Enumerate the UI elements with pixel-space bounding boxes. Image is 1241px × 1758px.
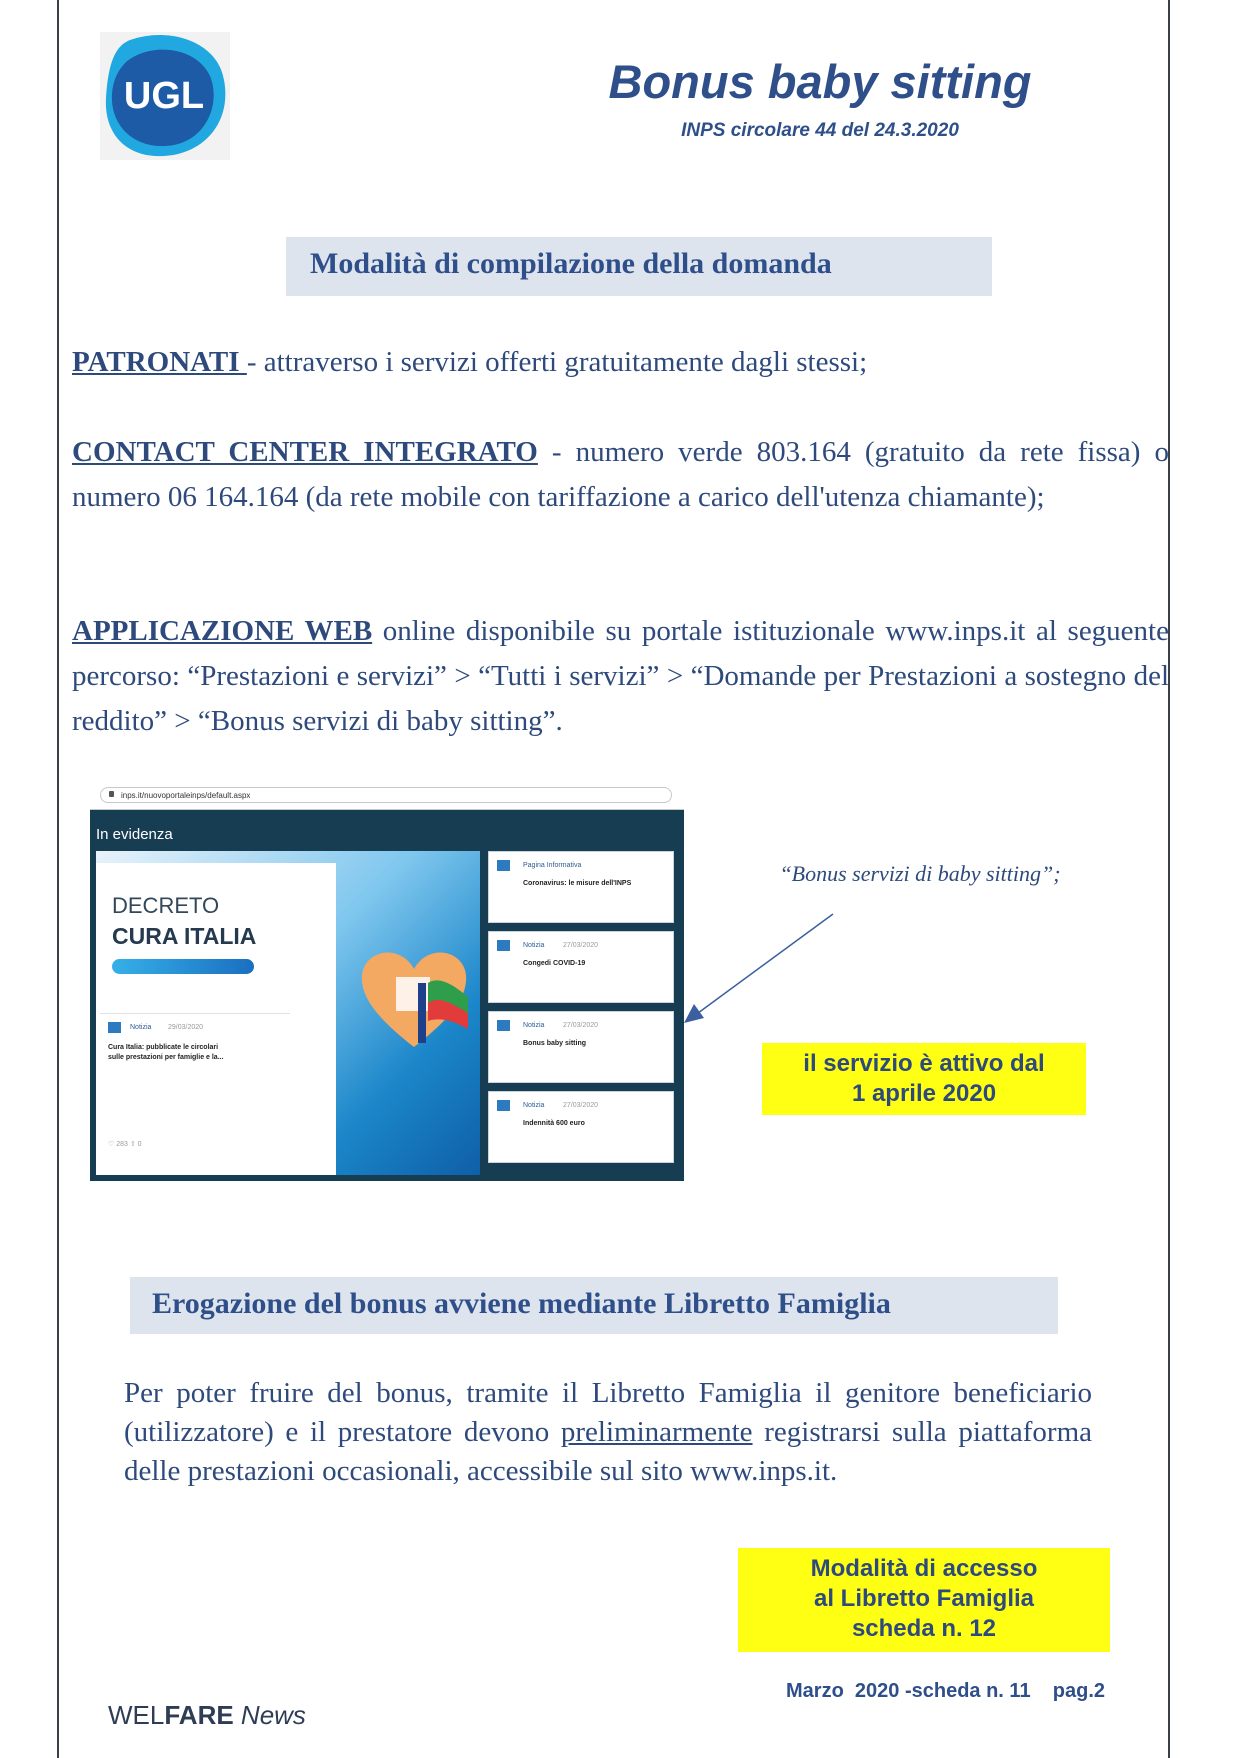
news-title-line2: sulle prestazioni per famiglie e la...: [108, 1054, 224, 1061]
text-applicazione-web: online disponibile su portale istituzionale www.inps.it al seguente percorso: “Prestazioni e servizi” > “Tutti i servizi” > “Domande per Prestazioni a sostegno del reddito” > “Bonus servizi di baby sitting”.: [72, 615, 1169, 737]
url-text: inps.it/nuovoportaleinps/default.aspx: [121, 791, 251, 800]
brand-part: WEL: [108, 1700, 165, 1730]
pointer-arrow: [680, 910, 840, 1025]
hero-line-decreto: DECRETO: [112, 893, 220, 918]
inps-portal-screenshot: [90, 781, 684, 1181]
document-subtitle: INPS circolare 44 del 24.3.2020: [681, 120, 959, 141]
lead-contact-center: CONTACT CENTER INTEGRATO: [72, 436, 538, 468]
text-contact-center: numero verde 803.164 (gratuito da rete fissa) o numero 06 164.164 (da rete mobile con tariffazione a carico dell'utenza chiamante);: [72, 436, 1169, 513]
brand-part-bold: FARE: [164, 1700, 234, 1730]
lead-patronati: PATRONATI: [72, 346, 247, 378]
section-heading-erogazione: Erogazione del bonus avviene mediante Libretto Famiglia: [130, 1277, 1058, 1334]
news-icon: [108, 1022, 121, 1033]
side-news-title: Indennità 600 euro: [523, 1120, 585, 1127]
side-news-item[interactable]: [488, 1091, 674, 1163]
lead-applicazione-web: APPLICAZIONE WEB: [72, 615, 373, 647]
side-news-tag: Notizia: [523, 1102, 545, 1109]
text-underlined: preliminarmente: [560, 1416, 753, 1448]
paragraph-contact-center: [72, 430, 1169, 520]
main-news-card[interactable]: [100, 1013, 290, 1174]
url-field: [100, 787, 672, 803]
side-news-item[interactable]: [488, 931, 674, 1003]
side-news-item[interactable]: [488, 1011, 674, 1083]
side-news-title: Coronavirus: le misure dell'INPS: [523, 880, 632, 887]
news-icon: [497, 1020, 510, 1031]
side-news-tag: Pagina Informativa: [523, 862, 582, 869]
service-active-notice: [762, 1043, 1086, 1115]
logo-text: UGL: [123, 75, 205, 117]
text-patronati: attraverso i servizi offerti gratuitamente dagli stessi;: [263, 346, 868, 378]
brand-part-italic: News: [233, 1700, 306, 1730]
side-news-date: 27/03/2020: [563, 1022, 599, 1029]
side-news-tag: Notizia: [523, 942, 545, 949]
in-evidenza-label: In evidenza: [96, 826, 173, 843]
section-heading-compilazione: Modalità di compilazione della domanda: [286, 237, 992, 296]
side-news-tag: Notizia: [523, 1022, 545, 1029]
notice-line: 1 aprile 2020: [851, 1080, 997, 1107]
separator: -: [537, 436, 576, 468]
notice-line: al Libretto Famiglia: [813, 1585, 1035, 1612]
news-title-line1: Cura Italia: pubblicate le circolari: [108, 1044, 219, 1051]
notice-line: Modalità di accesso: [810, 1555, 1038, 1582]
hero-progress-pill: [112, 959, 254, 974]
heart-flag-illustration: [358, 943, 470, 1055]
news-icon: [497, 1100, 510, 1111]
ugl-logo: [100, 32, 230, 160]
side-news-item[interactable]: [488, 851, 674, 923]
lock-icon: [109, 791, 114, 797]
text-part: registrarsi sulla piattaforma delle prestazioni occasionali, accessibile sul sito www.inps.it.: [124, 1416, 1093, 1487]
news-icon: [497, 940, 510, 951]
text-part: Per poter fruire del bonus, tramite il Libretto Famiglia il genitore beneficiario (utilizzatore) e il prestatore devono: [124, 1377, 1092, 1448]
paragraph-applicazione-web: [72, 609, 1169, 744]
notice-line: il servizio è attivo dal: [803, 1050, 1045, 1077]
news-date: 29/03/2020: [168, 1024, 204, 1031]
separator: -: [246, 346, 264, 378]
access-libretto-notice: [738, 1548, 1110, 1652]
document-title: Bonus baby sitting: [608, 55, 1032, 108]
notice-line: scheda n. 12: [851, 1615, 997, 1642]
browser-address-bar: [90, 781, 684, 810]
paragraph-libretto-famiglia: [124, 1374, 1092, 1491]
news-tag: Notizia: [130, 1024, 152, 1031]
paragraph-patronati: [72, 340, 1169, 385]
news-stats: ♡ 283 ⇧ 0: [108, 1141, 142, 1148]
news-icon: [497, 860, 510, 871]
welfare-news-brand: [108, 1700, 306, 1731]
screenshot-caption: “Bonus servizi di baby sitting”;: [779, 861, 1061, 886]
side-news-date: 27/03/2020: [563, 942, 599, 949]
side-news-title: Bonus baby sitting: [523, 1040, 586, 1047]
side-news-title: Congedi COVID-19: [523, 960, 586, 967]
hero-line-cura-italia: CURA ITALIA: [112, 923, 257, 949]
side-news-date: 27/03/2020: [563, 1102, 599, 1109]
page-info: Marzo 2020 -scheda n. 11 pag.2: [786, 1680, 1106, 1702]
